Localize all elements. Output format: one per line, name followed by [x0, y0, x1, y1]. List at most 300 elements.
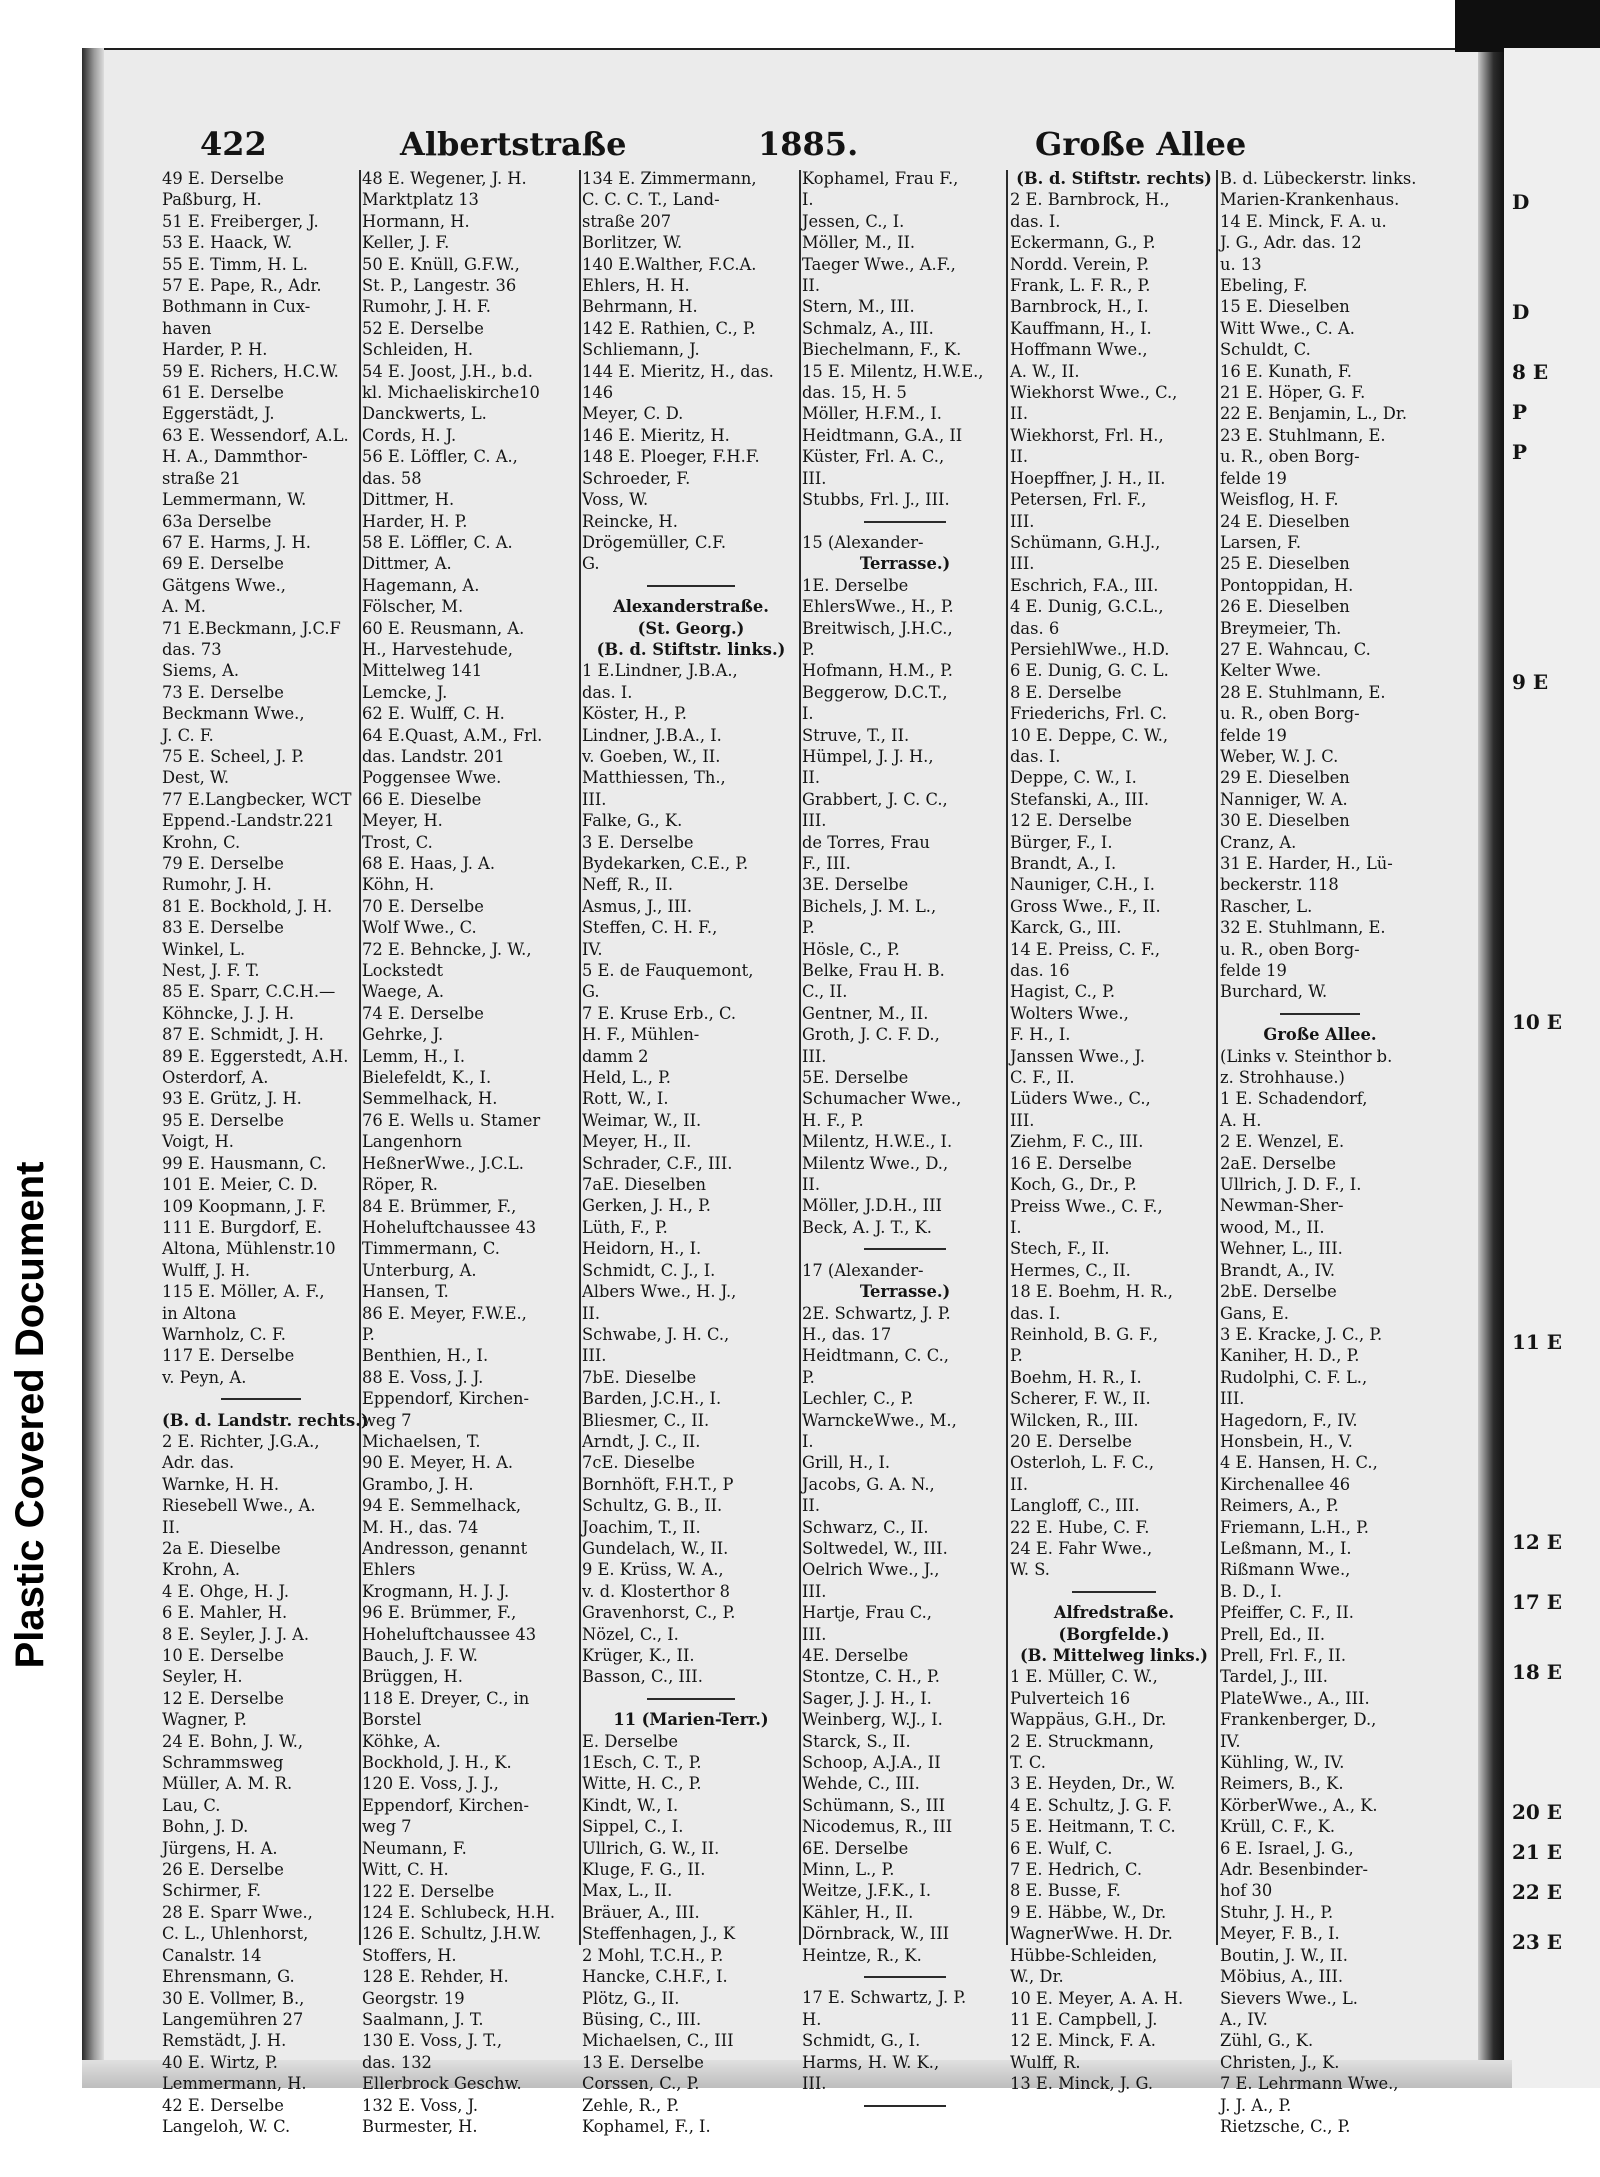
- directory-entry: Michaelsen, C., III: [582, 2031, 734, 2051]
- directory-entry: Riesebell Wwe., A.: [162, 1496, 316, 1516]
- directory-entry: 83 E. Derselbe: [162, 918, 284, 938]
- directory-entry: 64 E.Quast, A.M., Frl.: [362, 725, 543, 745]
- directory-entry: Rißmann Wwe.,: [1220, 1560, 1351, 1580]
- directory-entry: Schultz, G. B., II.: [582, 1496, 723, 1516]
- directory-entry: Hormann, H.: [362, 211, 470, 231]
- directory-entry: Joachim, T., II.: [582, 1517, 701, 1537]
- directory-entry: damm 2: [582, 1046, 649, 1066]
- directory-entry: Bliesmer, C., II.: [582, 1410, 710, 1430]
- directory-entry: Lindner, J.B.A., I.: [582, 725, 722, 745]
- directory-entry: 3 E. Kracke, J. C., P.: [1220, 1324, 1383, 1344]
- directory-entry: Lemmermann, H.: [162, 2074, 307, 2094]
- directory-entry: WarnckeWwe., M.,: [802, 1410, 957, 1430]
- directory-entry: Held, L., P.: [582, 1068, 671, 1088]
- directory-entry: 28 E. Stuhlmann, E.: [1220, 682, 1386, 702]
- directory-entry: Burmester, H.: [362, 2116, 478, 2136]
- directory-entry: Albers Wwe., H. J.,: [582, 1282, 737, 1302]
- directory-entry: Ehlers: [362, 1560, 416, 1580]
- directory-entry: 6 E. Dunig, G. C. L.: [1010, 661, 1169, 681]
- directory-entry: Stern, M., III.: [802, 297, 915, 317]
- directory-entry: Schwarz, C., II.: [802, 1517, 929, 1537]
- directory-entry: Corssen, C., P.: [582, 2074, 700, 2094]
- directory-entry: 7cE. Dieselbe: [582, 1453, 695, 1473]
- directory-entry: Köhn, H.: [362, 875, 435, 895]
- directory-entry: Deppe, C. W., I.: [1010, 768, 1137, 788]
- directory-entry: Oelrich Wwe., J.,: [802, 1560, 940, 1580]
- directory-entry: Hagist, C., P.: [1010, 982, 1116, 1002]
- adjacent-page-fragment: D: [1512, 300, 1530, 324]
- directory-entry: Danckwerts, L.: [362, 404, 487, 424]
- directory-entry: 48 E. Wegener, J. H.: [362, 169, 527, 188]
- directory-entry: 22 E. Benjamin, L., Dr.: [1220, 404, 1408, 424]
- directory-entry: 8 E. Derselbe: [1010, 682, 1122, 702]
- directory-entry: Möller, M., II.: [802, 233, 916, 253]
- directory-entry: Milentz Wwe., D.,: [802, 1153, 949, 1173]
- directory-entry: 85 E. Sparr, C.C.H.—: [162, 982, 336, 1002]
- directory-entry: C. L., Uhlenhorst,: [162, 1924, 309, 1944]
- section-separator: [582, 1688, 800, 1709]
- directory-entry: 9 E. Krüss, W. A.,: [582, 1560, 724, 1580]
- directory-entry: 6 E. Wulf, C.: [1010, 1838, 1113, 1858]
- directory-entry: das. I.: [1010, 746, 1061, 766]
- directory-entry: Harder, H. P.: [362, 511, 468, 531]
- directory-entry: u. R., oben Borg-: [1220, 939, 1360, 959]
- directory-entry: Bauch, J. F. W.: [362, 1646, 478, 1666]
- directory-entry: Eppendorf, Kirchen-: [362, 1389, 530, 1409]
- directory-entry: 66 E. Dieselbe: [362, 789, 482, 809]
- directory-entry: C. F., II.: [1010, 1068, 1075, 1088]
- adjacent-page-fragment: 20 E: [1512, 1800, 1563, 1824]
- directory-entry: in Altona: [162, 1303, 237, 1323]
- directory-entry: Rumohr, J. H. F.: [362, 297, 491, 317]
- directory-entry: F., III.: [802, 853, 851, 873]
- directory-entry: Gans, E.: [1220, 1303, 1289, 1323]
- directory-entry: Köhncke, J. J. H.: [162, 1003, 295, 1023]
- directory-entry: Hancke, C.H.F., I.: [582, 1967, 728, 1987]
- directory-entry: Stoffers, H.: [362, 1945, 457, 1965]
- section-separator: [1010, 1581, 1218, 1602]
- directory-entry: Dest, W.: [162, 768, 229, 788]
- directory-entry: Rietzsche, C., P.: [1220, 2116, 1351, 2136]
- directory-entry: 15 (Alexander-: [802, 532, 924, 552]
- directory-entry: 81 E. Bockhold, J. H.: [162, 896, 333, 916]
- directory-entry: Schleiden, H.: [362, 340, 474, 360]
- directory-entry: Borlitzer, W.: [582, 233, 683, 253]
- directory-entry: Kindt, W., I.: [582, 1795, 679, 1815]
- directory-entry: Trost, C.: [362, 832, 433, 852]
- directory-entry: Hermes, C., II.: [1010, 1260, 1131, 1280]
- directory-entry: 4 E. Ohge, H. J.: [162, 1581, 289, 1601]
- directory-entry: 16 E. Derselbe: [1010, 1153, 1132, 1173]
- directory-entry: 4E. Derselbe: [802, 1646, 909, 1665]
- directory-entry: Köhke, A.: [362, 1731, 441, 1751]
- directory-entry: Adr. das.: [162, 1453, 235, 1473]
- directory-entry: Borstel: [362, 1710, 422, 1730]
- directory-entry: straße 21: [162, 468, 241, 488]
- directory-entry: Neumann, F.: [362, 1838, 467, 1858]
- directory-entry: Krohn, C.: [162, 832, 241, 852]
- directory-entry: felde 19: [1220, 725, 1287, 745]
- directory-entry: Bockhold, J. H., K.: [362, 1753, 512, 1773]
- directory-entry: Marien-Krankenhaus.: [1220, 190, 1400, 210]
- directory-entry: H. F., P.: [802, 1110, 864, 1130]
- directory-entry: 51 E. Freiberger, J.: [162, 211, 319, 231]
- directory-entry: 6E. Derselbe: [802, 1838, 909, 1858]
- directory-entry: Warnholz, C. F.: [162, 1324, 286, 1344]
- adjacent-page-fragment: 21 E: [1512, 1840, 1563, 1864]
- directory-entry: Rumohr, J. H.: [162, 875, 272, 895]
- directory-entry: Krohn, A.: [162, 1560, 241, 1580]
- directory-entry: Eschrich, F.A., III.: [1010, 575, 1159, 595]
- directory-entry: Hagedorn, F., IV.: [1220, 1410, 1358, 1430]
- directory-entry: 67 E. Harms, J. H.: [162, 532, 311, 552]
- directory-entry: (B. Mittelweg links.): [1019, 1646, 1209, 1666]
- directory-entry: 90 E. Meyer, H. A.: [362, 1453, 514, 1473]
- section-separator: [802, 2095, 1008, 2116]
- directory-entry: Zühl, G., K.: [1220, 2031, 1314, 2051]
- directory-entry: Biechelmann, F., K.: [802, 340, 962, 360]
- directory-entry: 5 E. de Fauquemont,: [582, 961, 754, 981]
- directory-entry: Schmalz, A., III.: [802, 318, 934, 338]
- directory-entry: Pontoppidan, H.: [1220, 575, 1354, 595]
- directory-entry: 115 E. Möller, A. F.,: [162, 1282, 325, 1302]
- directory-entry: Stontze, C. H., P.: [802, 1667, 940, 1687]
- directory-entry: 111 E. Burgdorf, E.: [162, 1217, 323, 1237]
- directory-entry: 62 E. Wulff, C. H.: [362, 704, 505, 724]
- directory-entry: Heidtmann, C. C.,: [802, 1346, 949, 1366]
- directory-entry: 89 E. Eggerstedt, A.H.: [162, 1046, 349, 1066]
- directory-entry: Warnke, H. H.: [162, 1474, 280, 1494]
- directory-entry: Behrmann, H.: [582, 297, 698, 317]
- directory-entry: B. D., I.: [1220, 1581, 1282, 1601]
- directory-entry: E. Derselbe: [582, 1731, 678, 1751]
- directory-entry: 23 E. Stuhlmann, E.: [1220, 425, 1386, 445]
- adjacent-page-fragment: 18 E: [1512, 1660, 1563, 1684]
- running-head-right: Große Allee: [1035, 125, 1247, 163]
- directory-entry: 132 E. Voss, J.: [362, 2095, 479, 2115]
- directory-entry: Barden, J.C.H., I.: [582, 1389, 722, 1409]
- directory-entry: Falke, G., K.: [582, 811, 683, 831]
- directory-entry: 60 E. Reusmann, A.: [362, 618, 525, 638]
- directory-entry: Kelter Wwe.: [1220, 661, 1322, 681]
- directory-entry: Wulff, J. H.: [162, 1260, 251, 1280]
- directory-entry: Rascher, L.: [1220, 896, 1313, 916]
- directory-entry: Tardel, J., III.: [1220, 1667, 1328, 1687]
- directory-entry: Möller, H.F.M., I.: [802, 404, 942, 424]
- directory-entry: Hofmann, H.M., P.: [802, 661, 953, 681]
- directory-entry: z. Strohhause.): [1220, 1068, 1345, 1088]
- adjacent-page-fragment: 9 E: [1512, 670, 1549, 694]
- directory-entry: 101 E. Meier, C. D.: [162, 1175, 318, 1195]
- directory-entry: 2 E. Wenzel, E.: [1220, 1132, 1345, 1152]
- directory-entry: 17 E. Schwartz, J. P.: [802, 1988, 967, 2008]
- directory-entry: Lemm, H., I.: [362, 1046, 466, 1066]
- directory-entry: Hümpel, J. J. H.,: [802, 746, 934, 766]
- directory-entry: 2 Mohl, T.C.H., P.: [582, 1945, 724, 1965]
- directory-entry: 10 E. Derselbe: [162, 1646, 284, 1666]
- directory-entry: u. R., oben Borg-: [1220, 704, 1360, 724]
- directory-entry: Große Allee.: [1263, 1025, 1377, 1045]
- directory-entry: Gätgens Wwe.,: [162, 575, 286, 595]
- directory-entry: 21 E. Höper, G. F.: [1220, 383, 1366, 403]
- directory-entry: Christen, J., K.: [1220, 2052, 1340, 2072]
- directory-entry: Ullrich, G. W., II.: [582, 1838, 720, 1858]
- directory-entry: Brandt, A., I.: [1010, 854, 1117, 873]
- directory-entry: Beckmann Wwe.,: [162, 704, 305, 724]
- directory-entry: das. 73: [162, 639, 222, 659]
- directory-entry: Petersen, Frl. F.,: [1010, 490, 1147, 510]
- directory-entry: Witte, H. C., P.: [582, 1774, 702, 1794]
- directory-entry: 142 E. Rathien, C., P.: [582, 318, 756, 338]
- directory-column-2: [362, 168, 580, 2136]
- directory-entry: IV.: [1220, 1731, 1241, 1751]
- directory-entry: 30 E. Dieselben: [1220, 811, 1350, 831]
- directory-entry: Mittelweg 141: [362, 661, 483, 681]
- directory-entry: Heidorn, H., I.: [582, 1239, 702, 1259]
- directory-entry: Gehrke, J.: [362, 1025, 444, 1045]
- directory-entry: Eckermann, G., P.: [1010, 233, 1156, 253]
- directory-entry: Hoepffner, J. H., II.: [1010, 468, 1166, 488]
- directory-entry: Reimers, A., P.: [1220, 1496, 1339, 1516]
- page-year: 1885.: [758, 125, 859, 163]
- directory-entry: Fölscher, M.: [362, 597, 464, 617]
- directory-entry: Heintze, R., K.: [802, 1945, 922, 1965]
- adjacent-page-fragment: 22 E: [1512, 1880, 1563, 1904]
- directory-entry: (Borgfelde.): [1058, 1624, 1170, 1644]
- directory-entry: 88 E. Voss, J. J.: [362, 1367, 484, 1387]
- directory-entry: Terrasse.): [859, 554, 951, 574]
- directory-entry: 59 E. Richers, H.C.W.: [162, 361, 339, 381]
- directory-entry: Wiekhorst Wwe., C.,: [1010, 383, 1178, 403]
- directory-entry: Stech, F., II.: [1010, 1239, 1110, 1259]
- directory-entry: Siems, A.: [162, 661, 240, 681]
- directory-entry: (B. d. Landstr. rechts.): [162, 1410, 369, 1430]
- directory-entry: Cords, H. J.: [362, 425, 457, 445]
- directory-entry: Grabbert, J. C. C.,: [802, 789, 948, 809]
- directory-entry: Brüggen, H.: [362, 1667, 463, 1687]
- directory-entry: Wolf Wwe., C.: [362, 918, 477, 938]
- directory-entry: 144 E. Mieritz, H., das.: [582, 361, 774, 381]
- directory-entry: Weinberg, W.J., I.: [802, 1710, 943, 1730]
- directory-entry: Neff, R., II.: [582, 875, 674, 895]
- directory-entry: Friemann, L.H., P.: [1220, 1517, 1369, 1537]
- directory-entry: EhlersWwe., H., P.: [802, 597, 954, 617]
- directory-entry: 40 E. Wirtz, P.: [162, 2052, 278, 2072]
- directory-entry: A., IV.: [1220, 2009, 1268, 2029]
- directory-entry: Leßmann, M., I.: [1220, 1538, 1352, 1558]
- directory-entry: A. M.: [162, 597, 206, 617]
- directory-entry: 12 E. Minck, F. A.: [1010, 2031, 1156, 2051]
- directory-entry: Gross Wwe., F., II.: [1010, 896, 1161, 916]
- directory-entry: 17 (Alexander-: [802, 1260, 924, 1280]
- directory-entry: 6 E. Israel, J. G.,: [1220, 1838, 1354, 1858]
- directory-entry: Wilcken, R., III.: [1010, 1410, 1139, 1430]
- directory-entry: Bydekarken, C.E., P.: [582, 853, 749, 873]
- directory-entry: Nest, J. F. T.: [162, 961, 260, 981]
- directory-entry: Nanniger, W. A.: [1220, 789, 1348, 809]
- directory-entry: 122 E. Derselbe: [362, 1881, 495, 1901]
- directory-entry: Kirchenallee 46: [1220, 1474, 1351, 1494]
- directory-entry: 30 E. Vollmer, B.,: [162, 1988, 305, 2008]
- directory-entry: H. F., Mühlen-: [582, 1025, 700, 1045]
- directory-entry: H., das. 17: [802, 1324, 892, 1344]
- directory-entry: Kaniher, H. D., P.: [1220, 1346, 1360, 1366]
- directory-entry: Meyer, H.: [362, 811, 443, 831]
- directory-entry: H. A., Dammthor-: [162, 447, 308, 467]
- directory-entry: 29 E. Dieselben: [1220, 768, 1350, 788]
- directory-entry: Barnbrock, H., I.: [1010, 297, 1149, 317]
- directory-entry: Wappäus, G.H., Dr.: [1010, 1710, 1167, 1730]
- directory-entry: 87 E. Schmidt, J. H.: [162, 1025, 324, 1045]
- directory-entry: Nauniger, C.H., I.: [1010, 875, 1155, 895]
- directory-entry: das. 15, H. 5: [802, 383, 907, 403]
- directory-entry: Rudolphi, C. F. L.,: [1220, 1367, 1368, 1387]
- directory-entry: 2E. Schwartz, J. P.: [802, 1303, 951, 1323]
- directory-entry: Benthien, H., I.: [362, 1346, 489, 1366]
- directory-entry: 7bE. Dieselbe: [582, 1367, 697, 1387]
- directory-entry: Nicodemus, R., III: [802, 1817, 953, 1837]
- directory-entry: II.: [1010, 404, 1029, 424]
- adjacent-page-fragment: 11 E: [1512, 1330, 1563, 1354]
- directory-entry: Gravenhorst, C., P.: [582, 1603, 736, 1623]
- directory-entry: Möbius, A., III.: [1220, 1967, 1344, 1987]
- directory-entry: Semmelhack, H.: [362, 1089, 498, 1109]
- directory-entry: III.: [582, 789, 607, 809]
- directory-entry: Büsing, C., III.: [582, 2009, 702, 2029]
- directory-entry: Hübbe-Schleiden,: [1010, 1945, 1158, 1965]
- directory-entry: das. I.: [582, 682, 633, 702]
- directory-column-6: [1220, 168, 1420, 2136]
- directory-entry: Bohn, J. D.: [162, 1817, 249, 1837]
- directory-entry: 99 E. Hausmann, C.: [162, 1153, 327, 1173]
- directory-entry: III.: [582, 1346, 607, 1366]
- directory-entry: 128 E. Rehder, H.: [362, 1967, 509, 1987]
- directory-entry: 74 E. Derselbe: [362, 1003, 484, 1023]
- directory-entry: Weitze, J.F.K., I.: [802, 1881, 932, 1901]
- directory-entry: I.: [802, 190, 814, 210]
- directory-entry: Keller, J. F.: [362, 233, 450, 253]
- directory-entry: Unterburg, A.: [362, 1260, 477, 1280]
- directory-entry: Meyer, H., II.: [582, 1132, 692, 1152]
- directory-entry: Taeger Wwe., A.F.,: [802, 254, 956, 274]
- directory-entry: 63a Derselbe: [162, 511, 272, 531]
- directory-entry: Ehrensmann, G.: [162, 1967, 295, 1987]
- directory-entry: v. Peyn, A.: [162, 1367, 247, 1387]
- directory-entry: das. I.: [1010, 211, 1061, 231]
- directory-entry: 76 E. Wells u. Stamer: [362, 1110, 541, 1130]
- directory-entry: Pulverteich 16: [1010, 1688, 1131, 1708]
- directory-entry: 8 E. Seyler, J. J. A.: [162, 1624, 310, 1644]
- directory-entry: Schumacher Wwe.,: [802, 1089, 962, 1109]
- directory-entry: Beck, A. J. T., K.: [802, 1217, 932, 1237]
- directory-entry: Stubbs, Frl. J., III.: [802, 490, 950, 510]
- directory-entry: 12 E. Derselbe: [1010, 811, 1132, 831]
- directory-entry: Hartje, Frau C.,: [802, 1603, 932, 1623]
- directory-entry: das. 132: [362, 2052, 432, 2072]
- directory-entry: 26 E. Dieselben: [1220, 597, 1350, 617]
- directory-entry: Newman-Sher-: [1220, 1196, 1344, 1216]
- directory-entry: 7 E. Lehrmann Wwe.,: [1220, 2074, 1399, 2094]
- directory-entry: Müller, A. M. R.: [162, 1774, 293, 1794]
- directory-entry: 10 E. Meyer, A. A. H.: [1010, 1988, 1184, 2008]
- directory-entry: Belke, Frau H. B.: [802, 961, 945, 981]
- directory-entry: Paßburg, H.: [162, 190, 262, 210]
- directory-entry: Sievers Wwe., L.: [1220, 1988, 1358, 2008]
- directory-entry: Koch, G., Dr., P.: [1010, 1175, 1137, 1195]
- directory-entry: Osterloh, L. F. C.,: [1010, 1453, 1155, 1473]
- directory-entry: v. d. Klosterthor 8: [582, 1581, 731, 1601]
- directory-entry: Terrasse.): [859, 1282, 951, 1302]
- directory-entry: Weber, W. J. C.: [1220, 746, 1339, 766]
- directory-entry: 72 E. Behncke, J. W.,: [362, 939, 532, 959]
- directory-entry: 5 E. Heitmann, T. C.: [1010, 1817, 1176, 1837]
- directory-entry: Eppend.-Landstr.221: [162, 811, 335, 831]
- directory-entry: Bichels, J. M. L.,: [802, 896, 937, 916]
- directory-entry: 50 E. Knüll, G.F.W.,: [362, 254, 520, 274]
- directory-entry: u. R., oben Borg-: [1220, 447, 1360, 467]
- directory-entry: Alexanderstraße.: [613, 597, 769, 617]
- directory-entry: felde 19: [1220, 961, 1287, 981]
- directory-entry: Krüger, K., II.: [582, 1646, 695, 1666]
- section-separator: [802, 1966, 1008, 1987]
- directory-entry: Stefanski, A., III.: [1010, 789, 1150, 809]
- directory-entry: 2 E. Richter, J.G.A.,: [162, 1431, 320, 1451]
- directory-entry: Bielefeldt, K., I.: [362, 1068, 492, 1088]
- directory-entry: Altona, Mühlenstr.10: [162, 1239, 336, 1259]
- directory-entry: Witt Wwe., C. A.: [1220, 318, 1355, 338]
- directory-entry: beckerstr. 118: [1220, 875, 1339, 895]
- directory-entry: II.: [582, 1303, 601, 1323]
- directory-entry: W., Dr.: [1010, 1967, 1064, 1987]
- directory-entry: 146 E. Mieritz, H.: [582, 425, 730, 445]
- directory-entry: 1 E.Lindner, J.B.A.,: [582, 661, 738, 681]
- directory-entry: Heidtmann, G.A., II: [802, 425, 963, 445]
- directory-entry: straße 207: [582, 211, 672, 231]
- directory-entry: III.: [1010, 554, 1035, 574]
- directory-entry: Lockstedt: [362, 961, 444, 981]
- directory-entry: 5E. Derselbe: [802, 1068, 909, 1088]
- directory-entry: 95 E. Derselbe: [162, 1110, 284, 1130]
- directory-entry: Schümann, S., III: [802, 1795, 946, 1815]
- directory-entry: III.: [802, 1581, 827, 1601]
- directory-entry: Schrammsweg: [162, 1753, 284, 1773]
- directory-entry: 4 E. Dunig, G.C.L.,: [1010, 597, 1164, 617]
- directory-entry: Ehlers, H. H.: [582, 276, 690, 296]
- page-binding-shadow: [82, 48, 104, 2088]
- directory-entry: Gerken, J. H., P.: [582, 1196, 711, 1216]
- directory-entry: 25 E. Dieselben: [1220, 554, 1350, 574]
- directory-entry: 84 E. Brümmer, F.,: [362, 1196, 517, 1216]
- directory-entry: Seyler, H.: [162, 1667, 243, 1687]
- directory-entry: Adr. Besenbinder-: [1220, 1860, 1369, 1880]
- directory-entry: Meyer, C. D.: [582, 404, 684, 424]
- directory-entry: Wolters Wwe.,: [1010, 1003, 1129, 1023]
- directory-entry: 22 E. Hube, C. F.: [1010, 1517, 1150, 1537]
- directory-entry: 56 E. Löffler, C. A.,: [362, 447, 518, 467]
- directory-entry: Starck, S., II.: [802, 1731, 911, 1751]
- scanner-corner-mark: [1455, 0, 1600, 52]
- directory-entry: Gundelach, W., II.: [582, 1538, 729, 1558]
- directory-entry: Winkel, L.: [162, 939, 246, 959]
- directory-entry: G.: [582, 554, 600, 574]
- directory-entry: 118 E. Dreyer, C., in: [362, 1688, 530, 1708]
- directory-entry: 146: [582, 383, 614, 403]
- directory-entry: 3 E. Heyden, Dr., W.: [1010, 1774, 1176, 1794]
- directory-entry: u. 13: [1220, 254, 1262, 274]
- directory-entry: II.: [1010, 447, 1029, 467]
- directory-entry: Hoheluftchaussee 43: [362, 1624, 537, 1644]
- directory-entry: 4 E. Hansen, H. C.,: [1220, 1453, 1378, 1473]
